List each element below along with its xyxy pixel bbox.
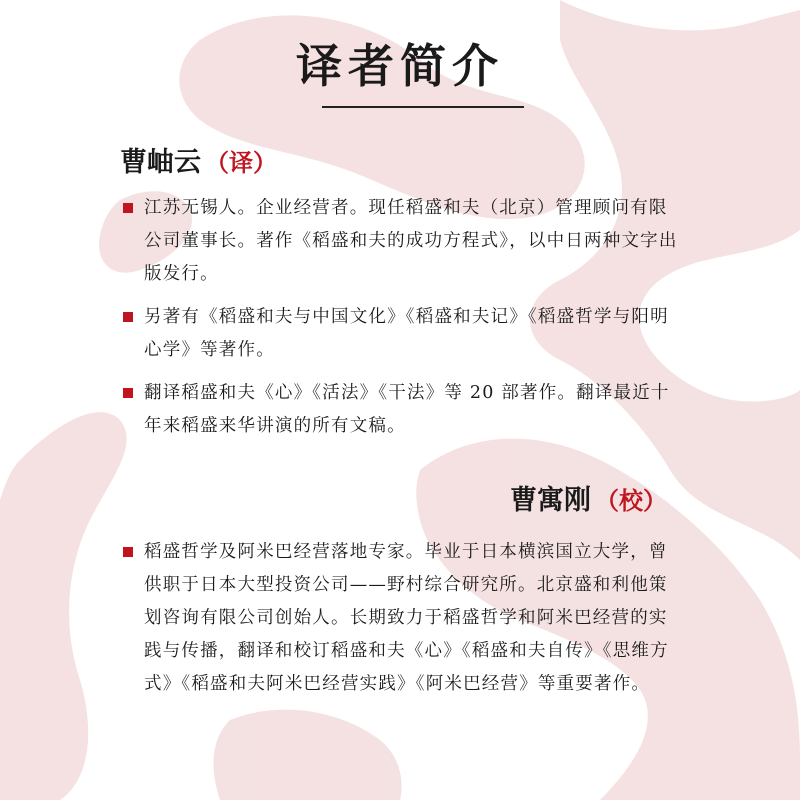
proofreader-bio-list [120, 536, 680, 711]
list-item [120, 192, 680, 291]
page-title: 译者简介 [296, 39, 504, 93]
translator-bio-list [120, 192, 680, 453]
list-item [120, 377, 680, 443]
square-bullet-icon [123, 547, 133, 557]
proofreader-heading [510, 478, 667, 517]
bio-text: 翻译稻盛和夫《心》《活法》《干法》等 20 部著作。翻译最近十年来稻盛来华讲演的所有文稿。 [144, 383, 670, 436]
square-bullet-icon [123, 203, 133, 213]
translator-role: （译） [205, 148, 277, 177]
list-item [120, 301, 680, 367]
list-item [120, 536, 680, 701]
proofreader-name: 曹寓刚 [510, 485, 591, 516]
translator-name: 曹岫云 [120, 147, 201, 178]
square-bullet-icon [123, 388, 133, 398]
translator-heading [120, 140, 277, 179]
square-bullet-icon [123, 312, 133, 322]
bio-text: 稻盛哲学及阿米巴经营落地专家。毕业于日本横滨国立大学，曾供职于日本大型投资公司——野村综合研究所。北京盛和利他策划咨询有限公司创始人。长期致力于稻盛哲学和阿米巴经营的实践与传播，翻译和校订稻盛和夫《心》《稻盛和夫自传》《思维方式》《稻盛和夫阿米巴经营实践》《阿米巴经营》等重要著作。 [144, 542, 669, 694]
proofreader-role: （校） [595, 486, 667, 515]
bio-text: 另著有《稻盛和夫与中国文化》《稻盛和夫记》《稻盛哲学与阳明心学》等著作。 [144, 307, 669, 360]
title-underline [322, 106, 524, 108]
bio-text: 江苏无锡人。企业经营者。现任稻盛和夫（北京）管理顾问有限公司董事长。著作《稻盛和夫的成功方程式》，以中日两种文字出版发行。 [144, 198, 678, 284]
